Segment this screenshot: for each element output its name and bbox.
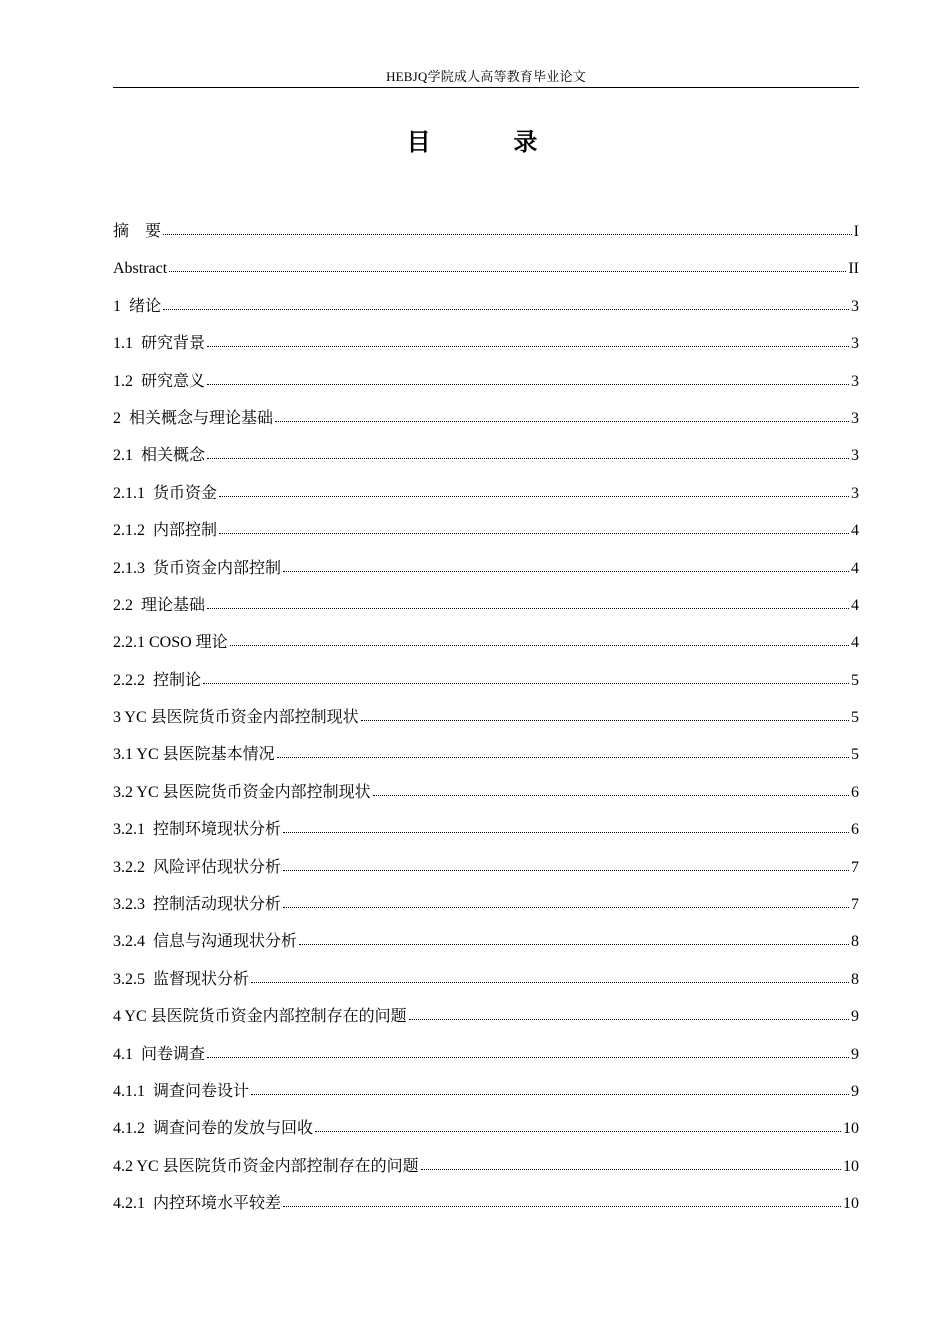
toc-entry-label: 3.2.3 控制活动现状分析 (113, 896, 282, 914)
toc-entry[interactable] (113, 930, 859, 967)
toc-entry-label: 摘 要 (113, 223, 162, 240)
toc-entry-page: 4 (851, 596, 859, 614)
toc-entry-label: 3.2.5 监督现状分析 (113, 970, 250, 988)
toc-entry-label: 2.2 理论基础 (113, 596, 206, 614)
toc-entry-page: 7 (851, 896, 859, 914)
toc-leader-dots (219, 482, 849, 497)
toc-leader-dots (315, 1117, 841, 1132)
toc-leader-dots (373, 781, 849, 796)
toc-entry[interactable] (113, 856, 859, 893)
toc-leader-dots (283, 557, 849, 572)
toc-leader-dots (251, 1080, 849, 1095)
toc-entry[interactable] (113, 818, 859, 855)
toc-entry[interactable] (113, 332, 859, 369)
toc-leader-dots (251, 968, 849, 983)
toc-entry-label: 3.2.4 信息与沟通现状分析 (113, 933, 298, 951)
toc-entry[interactable] (113, 1155, 859, 1192)
toc-leader-dots (283, 1192, 841, 1207)
toc-leader-dots (207, 444, 849, 459)
toc-entry-page: 5 (851, 746, 859, 764)
toc-entry-page: II (848, 260, 859, 278)
toc-entry-label: 2.2.1 COSO 理论 (113, 634, 228, 652)
toc-entry-page: 5 (851, 709, 859, 727)
toc-entry[interactable] (113, 706, 859, 743)
toc-entry-page: 9 (851, 1008, 859, 1026)
toc-leader-dots (169, 257, 846, 272)
toc-entry[interactable] (113, 557, 859, 594)
toc-entry-label: 2 相关概念与理论基础 (113, 409, 274, 427)
toc-leader-dots (277, 743, 849, 758)
toc-entry-label: 2.1.3 货币资金内部控制 (113, 559, 282, 577)
toc-entry-page: 8 (851, 970, 859, 988)
toc-leader-dots (219, 519, 849, 534)
toc-entry-page: 4 (851, 522, 859, 540)
toc-entry-page: 6 (851, 821, 859, 839)
toc-entry-page: 10 (843, 1157, 859, 1175)
toc-leader-dots (207, 332, 849, 347)
toc-entry-label: 4.2.1 内控环境水平较差 (113, 1195, 282, 1213)
toc-entry[interactable] (113, 743, 859, 780)
toc-entry-label: 3 YC 县医院货币资金内部控制现状 (113, 709, 359, 727)
toc-leader-dots (230, 631, 849, 646)
toc-entry[interactable] (113, 519, 859, 556)
toc-leader-dots (283, 893, 849, 908)
toc-entry-page: 8 (851, 933, 859, 951)
toc-entry[interactable] (113, 1192, 859, 1229)
toc-leader-dots (409, 1005, 849, 1020)
toc-leader-dots (163, 220, 852, 235)
toc-entry-label: 4.2 YC 县医院货币资金内部控制存在的问题 (113, 1157, 419, 1175)
toc-entry[interactable] (113, 482, 859, 519)
toc-leader-dots (203, 669, 849, 684)
toc-entry-label: 4.1.2 调查问卷的发放与回收 (113, 1120, 314, 1138)
toc-entry[interactable] (113, 669, 859, 706)
toc-entry-label: 3.2 YC 县医院货币资金内部控制现状 (113, 783, 371, 801)
toc-entry-page: 3 (851, 297, 859, 315)
toc-entry-label: 4 YC 县医院货币资金内部控制存在的问题 (113, 1008, 407, 1026)
toc-entry[interactable] (113, 1080, 859, 1117)
toc-entry[interactable] (113, 295, 859, 332)
toc-entry[interactable] (113, 220, 859, 257)
toc-entry-page: 3 (851, 484, 859, 502)
table-of-contents (113, 220, 859, 1230)
toc-entry-label: 3.2.2 风险评估现状分析 (113, 858, 282, 876)
toc-entry-page: I (853, 223, 859, 240)
toc-entry[interactable] (113, 594, 859, 631)
toc-entry[interactable] (113, 1005, 859, 1042)
running-header: HEBJQ学院成人高等教育毕业论文 (386, 69, 586, 84)
toc-entry-label: 1 绪论 (113, 297, 162, 315)
toc-leader-dots (283, 856, 849, 871)
toc-entry-page: 7 (851, 858, 859, 876)
toc-entry[interactable] (113, 631, 859, 668)
toc-entry[interactable] (113, 968, 859, 1005)
toc-entry-label: 2.2.2 控制论 (113, 671, 202, 689)
toc-entry[interactable] (113, 370, 859, 407)
toc-leader-dots (207, 594, 849, 609)
toc-entry[interactable] (113, 893, 859, 930)
toc-entry-page: 3 (851, 409, 859, 427)
toc-entry[interactable] (113, 1117, 859, 1154)
toc-entry[interactable] (113, 1043, 859, 1080)
toc-entry-label: 1.1 研究背景 (113, 335, 206, 353)
toc-leader-dots (283, 818, 849, 833)
page-title: 目 录 (406, 128, 560, 156)
toc-entry-page: 9 (851, 1082, 859, 1100)
toc-entry-label: Abstract (113, 260, 168, 278)
header-rule (113, 87, 859, 88)
toc-leader-dots (299, 930, 849, 945)
toc-entry-label: 1.2 研究意义 (113, 372, 206, 390)
toc-entry-page: 5 (851, 671, 859, 689)
toc-entry-label: 3.1 YC 县医院基本情况 (113, 746, 275, 764)
toc-entry[interactable] (113, 257, 859, 294)
toc-entry-label: 2.1.2 内部控制 (113, 522, 218, 540)
toc-entry-page: 6 (851, 783, 859, 801)
toc-entry-page: 3 (851, 372, 859, 390)
toc-entry[interactable] (113, 444, 859, 481)
toc-entry-label: 3.2.1 控制环境现状分析 (113, 821, 282, 839)
toc-entry-page: 4 (851, 559, 859, 577)
toc-entry-label: 2.1.1 货币资金 (113, 484, 218, 502)
toc-leader-dots (163, 295, 849, 310)
toc-entry-page: 4 (851, 634, 859, 652)
toc-entry-page: 3 (851, 335, 859, 353)
toc-entry-label: 4.1 问卷调查 (113, 1045, 206, 1063)
toc-entry-label: 4.1.1 调查问卷设计 (113, 1082, 250, 1100)
toc-leader-dots (275, 407, 849, 422)
toc-entry-page: 3 (851, 447, 859, 465)
toc-leader-dots (361, 706, 849, 721)
toc-entry-page: 10 (843, 1195, 859, 1213)
toc-entry[interactable] (113, 781, 859, 818)
toc-entry-page: 10 (843, 1120, 859, 1138)
toc-leader-dots (207, 1043, 849, 1058)
toc-entry-label: 2.1 相关概念 (113, 447, 206, 465)
toc-entry[interactable] (113, 407, 859, 444)
toc-entry-page: 9 (851, 1045, 859, 1063)
toc-leader-dots (207, 370, 849, 385)
toc-leader-dots (421, 1155, 841, 1170)
